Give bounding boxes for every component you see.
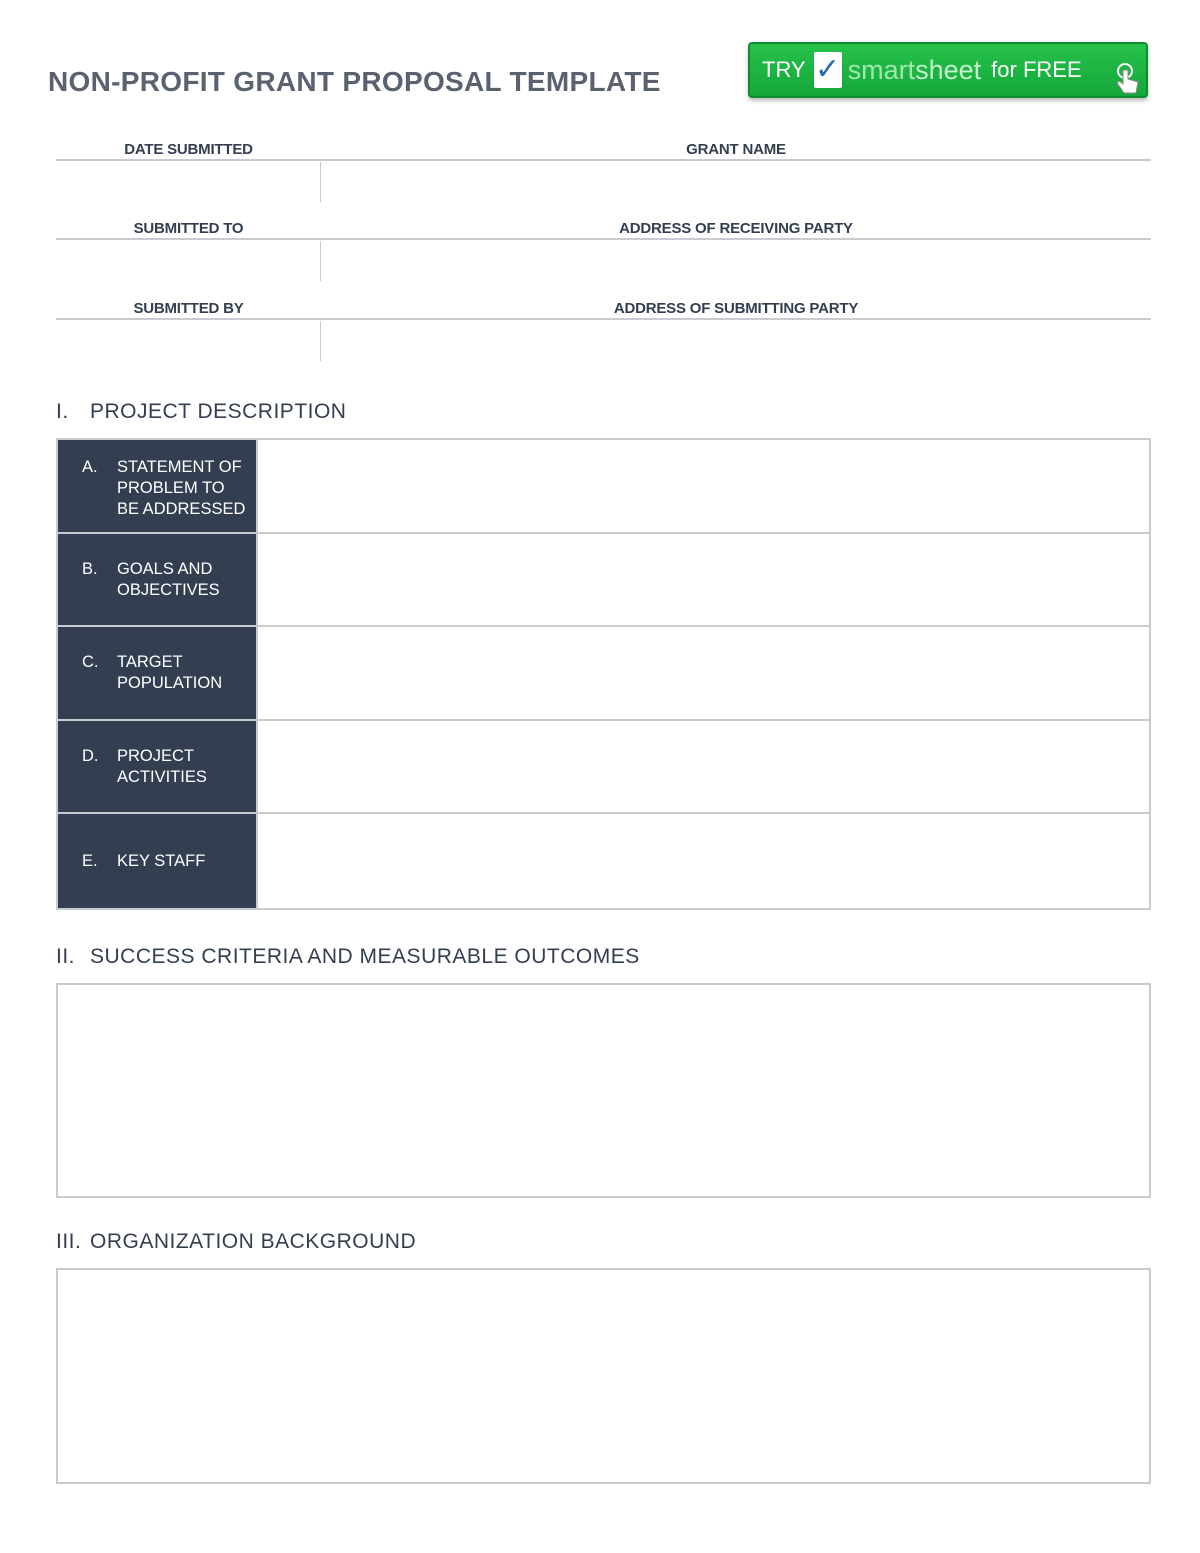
table-row (58, 627, 1149, 721)
organization-background-field[interactable] (56, 1268, 1151, 1484)
document-title: NON-PROFIT GRANT PROPOSAL TEMPLATE (48, 66, 661, 97)
section-title: ORGANIZATION BACKGROUND (90, 1230, 417, 1253)
divider (56, 159, 1151, 161)
submitted-to-field[interactable] (56, 241, 318, 279)
table-row (58, 534, 1149, 628)
key-staff-field[interactable] (258, 814, 1149, 908)
table-row (58, 440, 1149, 534)
divider (320, 321, 321, 361)
section-number: II. (56, 945, 76, 968)
grant-name-field[interactable] (323, 162, 1149, 200)
row-label (58, 627, 258, 719)
submitted-by-field[interactable] (56, 321, 318, 359)
row-letter: D. (82, 746, 99, 765)
row-label-text: GOALS AND OBJECTIVES (117, 559, 220, 599)
cta-try-text: TRY (762, 57, 806, 82)
row-letter: E. (82, 851, 98, 870)
table-row (58, 721, 1149, 815)
section-number: III. (56, 1230, 82, 1253)
row-letter: A. (82, 458, 98, 476)
logo-part-a: smart (847, 54, 916, 85)
row-label (58, 721, 258, 813)
date-submitted-field[interactable] (56, 162, 318, 200)
address-receiving-label: ADDRESS OF RECEIVING PARTY (619, 220, 853, 237)
row-label (58, 534, 258, 626)
project-description-table (56, 438, 1151, 910)
smartsheet-logo (848, 55, 982, 86)
section-heading-success-criteria (56, 945, 640, 969)
success-criteria-field[interactable] (56, 983, 1151, 1198)
grant-name-label: GRANT NAME (686, 141, 786, 158)
goals-objectives-field[interactable] (258, 534, 1149, 626)
section-title: SUCCESS CRITERIA AND MEASURABLE OUTCOMES (90, 945, 640, 968)
divider (56, 318, 1151, 320)
date-submitted-label: DATE SUBMITTED (124, 141, 253, 158)
row-label-text: STATEMENT OF PROBLEM TO BE ADDRESSED (117, 458, 246, 518)
divider (320, 241, 321, 281)
checkmark-icon: ✓ (815, 53, 841, 86)
section-heading-organization-background (56, 1230, 416, 1254)
pointer-hand-icon (1114, 62, 1140, 98)
row-label (58, 440, 258, 532)
divider (56, 238, 1151, 240)
row-label (58, 814, 258, 908)
address-submitting-field[interactable] (323, 321, 1149, 359)
address-receiving-field[interactable] (323, 241, 1149, 279)
project-activities-field[interactable] (258, 721, 1149, 813)
section-heading-project-description (56, 400, 346, 424)
submitted-by-label: SUBMITTED BY (133, 300, 244, 317)
try-smartsheet-button[interactable] (748, 42, 1148, 98)
table-row (58, 814, 1149, 908)
statement-of-problem-field[interactable] (258, 440, 1149, 532)
row-letter: C. (82, 653, 99, 672)
row-letter: B. (82, 559, 98, 578)
section-title: PROJECT DESCRIPTION (90, 400, 347, 423)
target-population-field[interactable] (258, 627, 1149, 719)
address-submitting-label: ADDRESS OF SUBMITTING PARTY (613, 300, 859, 317)
row-label-text: KEY STAFF (117, 851, 206, 870)
row-label-text: PROJECT ACTIVITIES (117, 746, 207, 786)
section-number: I. (56, 400, 69, 423)
logo-part-b: sheet (915, 54, 982, 85)
row-label-text: TARGET POPULATION (117, 653, 223, 693)
cta-free-text: for FREE (991, 57, 1082, 82)
submitted-to-label: SUBMITTED TO (133, 220, 244, 237)
divider (320, 162, 321, 202)
